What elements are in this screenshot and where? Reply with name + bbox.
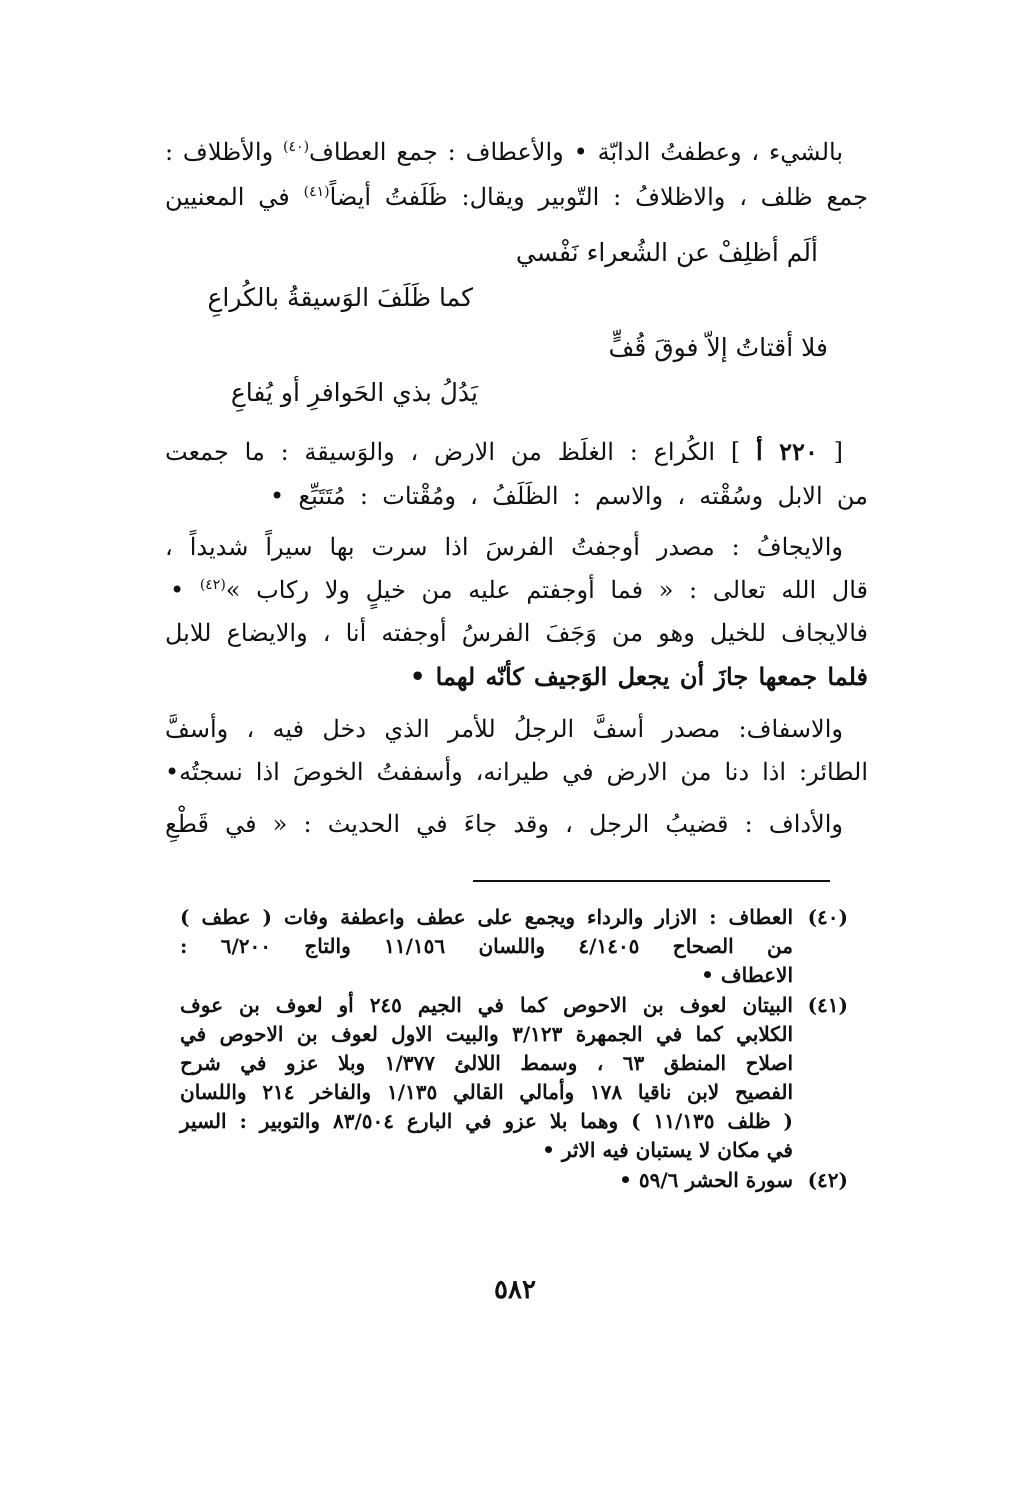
footnote-40-line-2: من الصحاح ٤/١٤٠٥ واللسان ١١/١٥٦ والتاج ٦/٢٠٠ : [180,934,793,958]
footnote-divider [473,880,830,882]
body-line-2-text: جمع ظلف ، والاظلافُ : التّوبير ويقال: ظَلَفتُ أيضاً [329,183,868,211]
footnote-40-line-3: الاعطاف • [701,963,793,987]
body-line-1-text: بالشيء ، وعطفتُ الدابّة • والأعطاف : جمع العطاف [309,138,843,166]
footnote-41-line-4: الفصيح لابن ناقيا ١٧٨ وأمالي القالي ١/١٣٥ والفاخر ٢١٤ واللسان [180,1080,794,1104]
body-line-para5-1-text: والأداف : قضيبُ الرجل ، وقد جاءَ في الحديث : « في قَطْعِ [165,810,843,838]
body-line-para2-2 [270,482,868,510]
body-line-para3-2-text: قال الله تعالى : « فما أوجفتم عليه من خيلٍ ولا ركاب » [225,576,868,604]
folio-bracket: [ [833,438,843,466]
body-line-para3-2-end: • [170,576,185,604]
footnote-41-line-3: اصلاح المنطق ٦٣ ، وسمط اللالئ ١/٣٧٧ وبلا عزو في شرح [180,1051,793,1075]
body-line-para4-2-text: الطائر: اذا دنا من الارض في طيرانه، وأسففتُ الخوصَ اذا نسجتُه• [165,758,869,786]
footnote-40-number: (٤٠) [807,905,848,929]
body-line-para3-1-text: والايجافُ : مصدر أوجفتُ الفرسَ اذا سرت بها سيراً شديداً ، [165,533,843,561]
body-line-para3-4 [410,662,868,691]
body-line-para3-2 [170,576,868,604]
body-line-para3-3 [165,619,868,647]
body-line-1 [165,138,843,166]
body-line-para3-4-text: فلما جمعها جازَ أن يجعل الوَجيف كأنّه لهما • [410,662,868,691]
footnote-41-line-1: البيتان لعوف بن الاحوص كما في الجيم ٢٤٥ أو لعوف بن عوف [180,993,793,1017]
body-line-para3-3-text: فالايجاف للخيل وهو من وَجَفَ الفرسُ أوجفته أنا ، والايضاع للابل [165,619,868,647]
body-line-para2-2-text: من الابل وسُقْته ، والاسم : الظَلَفُ ، ومُقْتات : مُتَتَبِّع • [270,482,868,510]
folio-marker: ٢٢٠ أ [755,437,818,466]
verse-4: يَدُلُ بذي الحَوافرِ أو يُفاعِ [230,378,478,407]
verse-2: كما ظَلَفَ الوَسيقةُ بالكُراعِ [207,283,473,312]
body-line-para4-1-text: والاسفاف: مصدر أسفَّ الرجلُ للأمر الذي دخل فيه ، وأسفَّ [165,715,843,743]
footnote-40-line-1: العطاف : الازار والرداء ويجمع على عطف واعطفة وفات ( عطف ) [180,905,793,929]
verse-1: ألَم أظلِفْ عن الشُعراء نَفْسي [515,238,818,267]
verse-3: فلا أقتاتُ إلاّ فوقَ قُفٍّ [608,333,828,362]
body-line-para4-2 [165,758,868,786]
footnote-41-line-5: ( ظلف ١١/١٣٥ ) وهما بلا عزو في البارع ٨٣/٥٠٤ والتوبير : السير [180,1109,793,1133]
body-line-para5-1 [165,810,843,838]
body-line-1-end: والأظلاف : [165,138,274,166]
footnote-ref-42[interactable]: (٤٢) [199,577,226,593]
page-number: ٥٨٢ [494,1275,536,1305]
body-line-2-end: في المعنيين [165,183,290,211]
footnote-42-line-1: سورة الحشر ٥٩/٦ • [619,1168,793,1192]
body-line-2 [165,183,868,211]
footnote-ref-41[interactable]: (٤١) [303,184,330,200]
body-line-para2-1-text: ] الكُراع : الغلَظ من الارض ، والوَسيقة : ما جمعت [165,438,741,466]
footnote-41-line-2: الكلابي كما في الجمهرة ٣/١٢٣ والبيت الاول لعوف بن الاحوص في [180,1022,793,1046]
footnote-41-number: (٤١) [807,993,848,1017]
body-line-para2-1 [165,437,843,466]
body-line-para4-1 [165,715,843,743]
body-line-para3-1 [165,533,843,561]
footnote-41-line-6: في مكان لا يستبان فيه الاثر • [542,1138,793,1162]
footnote-ref-40[interactable]: (٤٠) [283,139,310,155]
footnote-42-number: (٤٢) [807,1168,848,1192]
